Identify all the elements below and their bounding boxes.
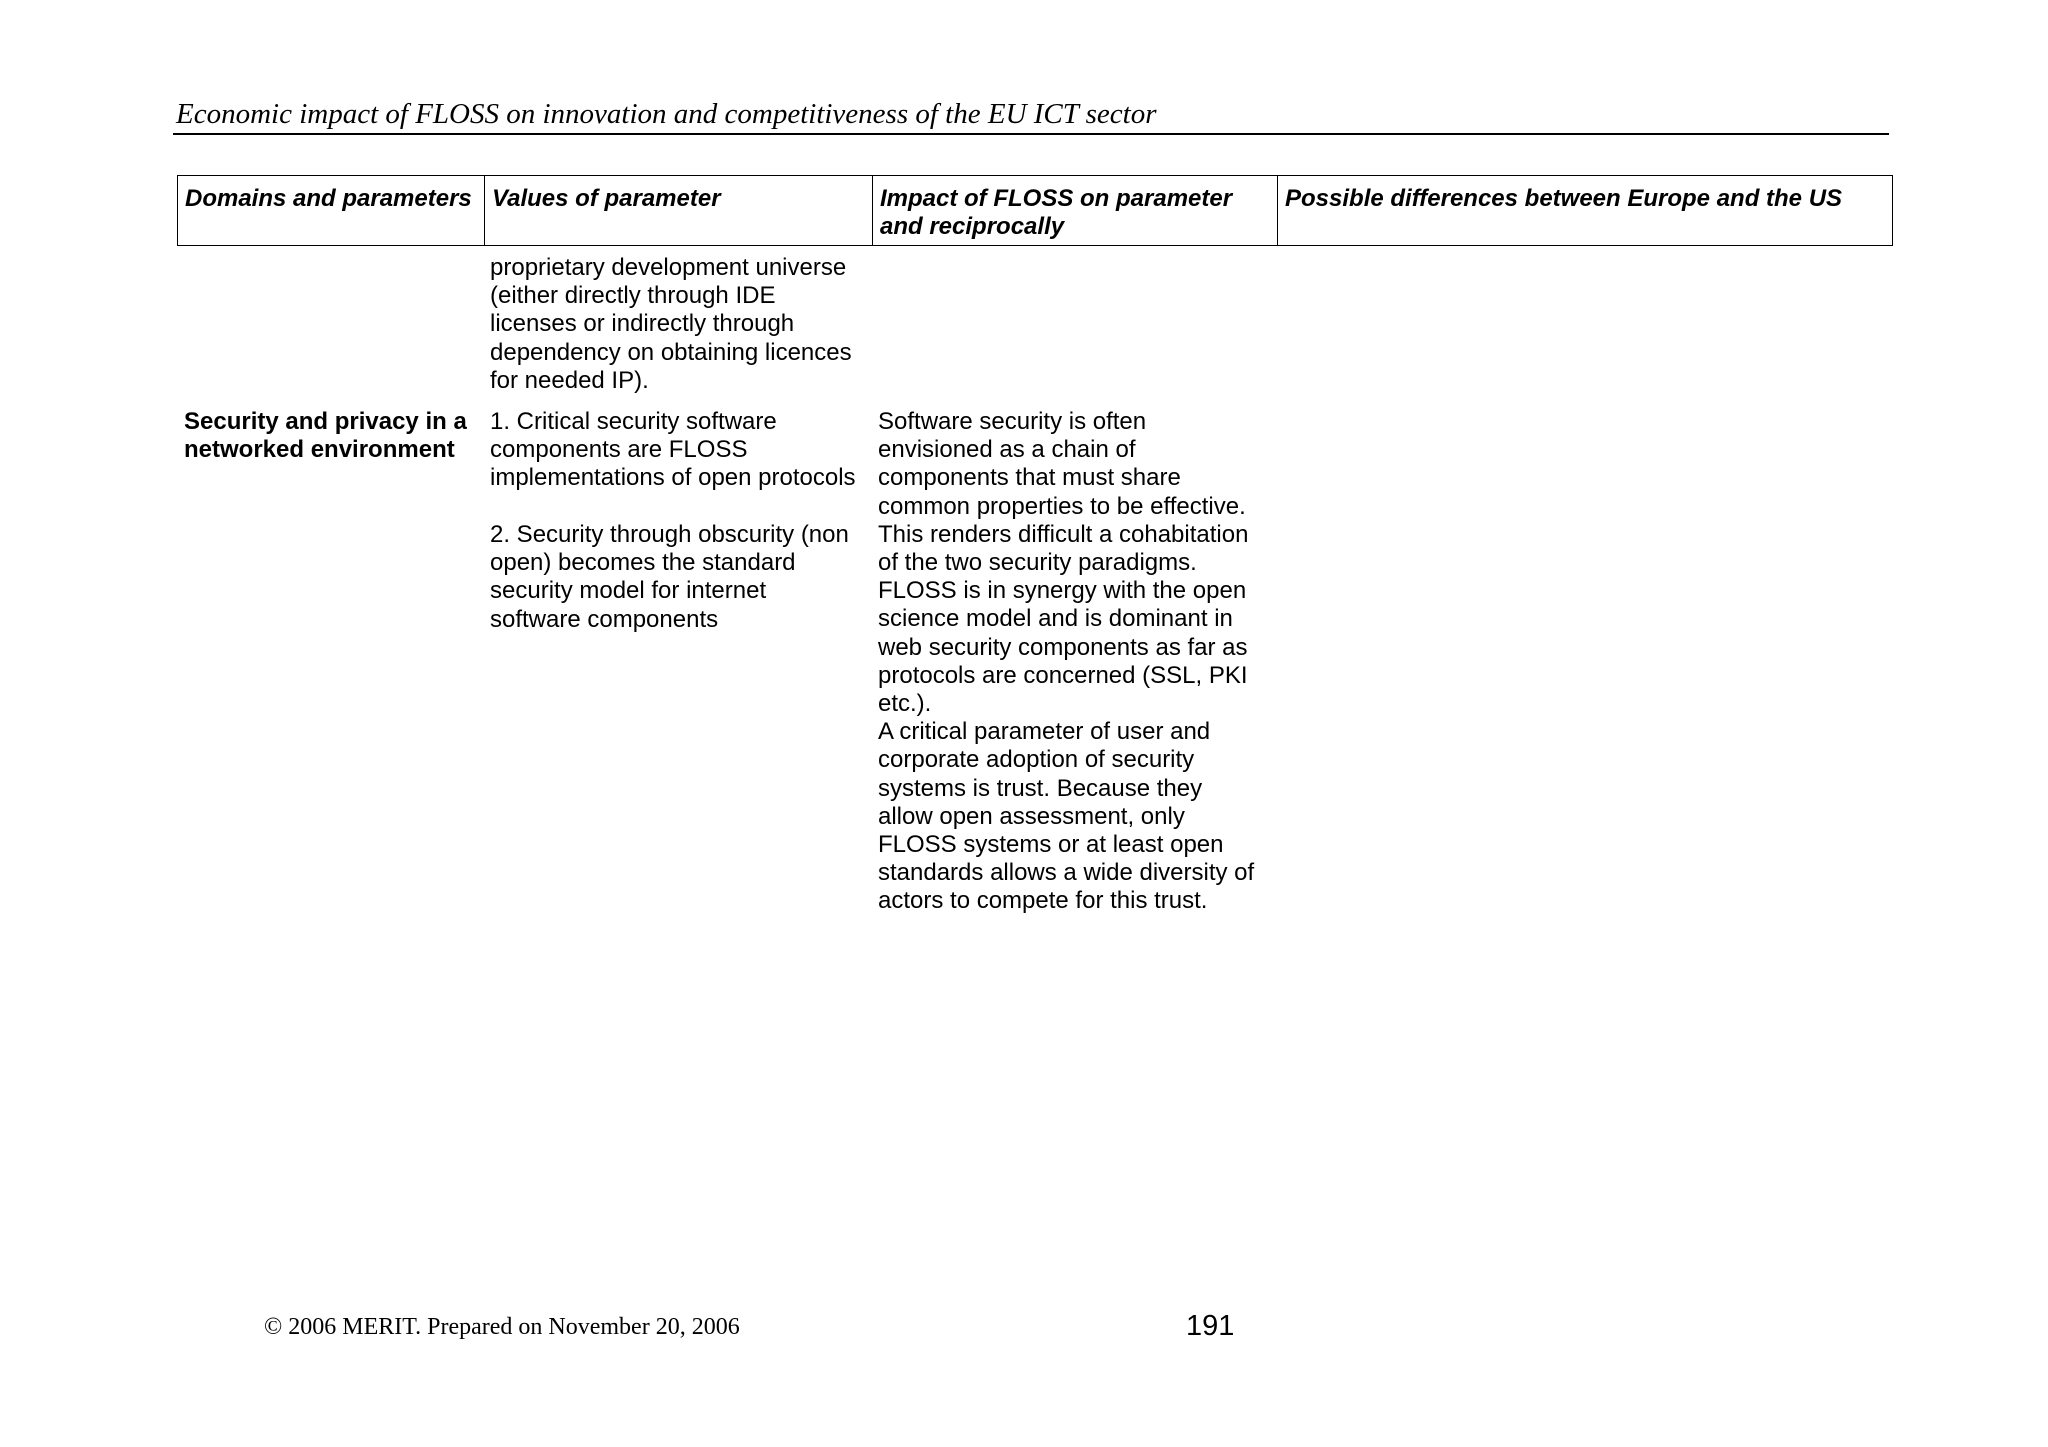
column-header-impact: [872, 176, 1277, 245]
text-line: Software security is often: [878, 408, 1147, 435]
text-line: This renders difficult a cohabitation: [878, 520, 1249, 548]
text-line: actors to compete for this trust.: [878, 887, 1208, 915]
text-line: (either directly through IDE: [490, 282, 776, 310]
text-line: components that must share: [878, 464, 1181, 492]
text-line: software components: [490, 605, 719, 633]
page-number: 191: [1186, 1310, 1235, 1342]
text-line: allow open assessment, only: [878, 802, 1185, 830]
column-header-domains: [178, 176, 484, 245]
text-line: protocols are concerned (SSL, PKI: [878, 661, 1248, 689]
text-line: web security components as far as: [878, 633, 1248, 661]
column-header-values: [484, 176, 872, 245]
text-line: components are FLOSS: [490, 436, 748, 464]
text-line: for needed IP).: [490, 366, 649, 394]
text-line: licenses or indirectly through: [490, 310, 795, 338]
text-line: etc.).: [878, 690, 932, 718]
running-header-title: Economic impact of FLOSS on innovation and competitiveness of the EU ICT sector: [176, 98, 1157, 130]
column-header-values-label: Values of parameter: [492, 185, 721, 212]
text-line: dependency on obtaining licences: [490, 338, 852, 366]
text-line: standards allows a wide diversity of: [878, 859, 1255, 887]
text-line: envisioned as a chain of: [878, 436, 1136, 464]
text-line: Security and privacy in a: [184, 408, 467, 435]
text-line: FLOSS is in synergy with the open: [878, 577, 1247, 605]
text-line: networked environment: [184, 436, 455, 464]
security-value-2-cell: [490, 521, 849, 634]
header-rule: [173, 133, 1889, 135]
text-line: of the two security paradigms.: [878, 549, 1197, 577]
column-header-differences-label: Possible differences between Europe and the US: [1285, 185, 1843, 212]
text-line: science model and is dominant in: [878, 605, 1233, 633]
text-line: A critical parameter of user and: [878, 718, 1211, 746]
text-line: FLOSS systems or at least open: [878, 831, 1224, 859]
text-line: open) becomes the standard: [490, 549, 796, 577]
security-impact-cell: [878, 408, 1254, 916]
text-line: 2. Security through obscurity (non: [490, 521, 849, 548]
text-line: security model for internet: [490, 577, 767, 605]
text-line: proprietary development universe: [490, 254, 847, 281]
column-header-impact-label-line: and reciprocally: [880, 213, 1065, 240]
text-line: corporate adoption of security: [878, 746, 1195, 774]
text-line: 1. Critical security software: [490, 408, 777, 435]
text-line: common properties to be effective.: [878, 492, 1246, 520]
footer-copyright: © 2006 MERIT. Prepared on November 20, 2006: [264, 1314, 740, 1340]
table-header-row: [177, 175, 1893, 246]
column-header-domains-label: Domains and parameters: [185, 185, 472, 212]
column-header-differences: [1277, 176, 1892, 245]
text-line: implementations of open protocols: [490, 464, 856, 492]
security-domain-cell: [184, 408, 467, 464]
text-line: systems is trust. Because they: [878, 774, 1203, 802]
security-value-1-cell: [490, 408, 856, 493]
continued-values-cell: [490, 254, 852, 395]
column-header-impact-label-line: Impact of FLOSS on parameter: [880, 185, 1233, 212]
